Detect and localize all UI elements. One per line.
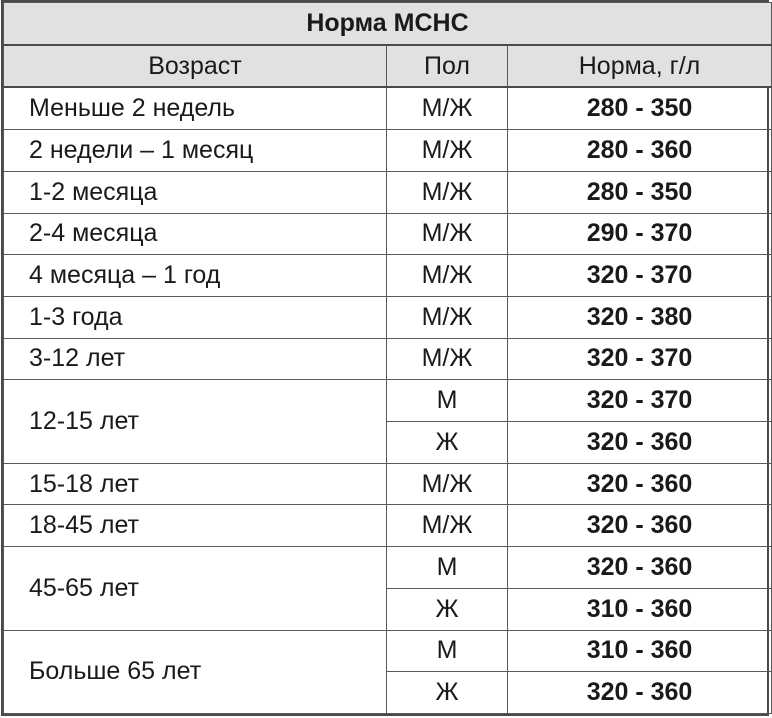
table-row: [4, 338, 772, 380]
age-cell: 12-15 лет: [4, 380, 387, 463]
sex-cell: М: [387, 547, 508, 589]
age-cell: 4 месяца – 1 год: [4, 255, 387, 297]
age-cell: 18-45 лет: [4, 505, 387, 547]
table-title: Норма МСНС: [4, 3, 772, 45]
norm-cell: 320 - 370: [508, 380, 772, 422]
norm-cell: 280 - 350: [508, 171, 772, 213]
sex-cell: М/Ж: [387, 87, 508, 129]
table-row: [4, 505, 772, 547]
norm-cell: 320 - 370: [508, 338, 772, 380]
sex-cell: Ж: [387, 588, 508, 630]
table-row: [4, 380, 772, 422]
age-cell: Меньше 2 недель: [4, 87, 387, 129]
age-cell: 2-4 месяца: [4, 213, 387, 255]
sex-cell: М/Ж: [387, 171, 508, 213]
age-cell: 45-65 лет: [4, 547, 387, 630]
table-row: [4, 296, 772, 338]
norm-cell: 280 - 350: [508, 87, 772, 129]
table-row: [4, 171, 772, 213]
sex-cell: М/Ж: [387, 505, 508, 547]
norm-table: [3, 2, 772, 714]
sex-cell: Ж: [387, 422, 508, 464]
norm-cell: 320 - 360: [508, 422, 772, 464]
table-row: [4, 213, 772, 255]
sex-cell: М/Ж: [387, 255, 508, 297]
norm-cell: 320 - 360: [508, 672, 772, 714]
sex-cell: М: [387, 380, 508, 422]
age-cell: 1-3 года: [4, 296, 387, 338]
norm-cell: 280 - 360: [508, 130, 772, 172]
norm-cell: 310 - 360: [508, 630, 772, 672]
table-title-row: [4, 3, 772, 45]
age-cell: 2 недели – 1 месяц: [4, 130, 387, 172]
age-cell: Больше 65 лет: [4, 630, 387, 713]
age-cell: 15-18 лет: [4, 463, 387, 505]
norm-cell: 320 - 360: [508, 463, 772, 505]
sex-cell: М/Ж: [387, 296, 508, 338]
age-cell: 3-12 лет: [4, 338, 387, 380]
norm-cell: 320 - 380: [508, 296, 772, 338]
norm-cell: 320 - 360: [508, 505, 772, 547]
sex-cell: М/Ж: [387, 463, 508, 505]
sex-cell: М/Ж: [387, 130, 508, 172]
sex-cell: Ж: [387, 672, 508, 714]
header-norm: Норма, г/л: [508, 45, 772, 88]
sex-cell: М/Ж: [387, 338, 508, 380]
table-row: [4, 547, 772, 589]
sex-cell: М/Ж: [387, 213, 508, 255]
header-sex: Пол: [387, 45, 508, 88]
age-cell: 1-2 месяца: [4, 171, 387, 213]
table-header-row: [4, 45, 772, 88]
table-row: [4, 463, 772, 505]
mchc-norm-table: [1, 0, 769, 716]
table-row: [4, 87, 772, 129]
norm-cell: 320 - 370: [508, 255, 772, 297]
sex-cell: М: [387, 630, 508, 672]
table-row: [4, 630, 772, 672]
table-row: [4, 130, 772, 172]
header-age: Возраст: [4, 45, 387, 88]
table-row: [4, 255, 772, 297]
norm-cell: 290 - 370: [508, 213, 772, 255]
norm-cell: 320 - 360: [508, 547, 772, 589]
norm-cell: 310 - 360: [508, 588, 772, 630]
